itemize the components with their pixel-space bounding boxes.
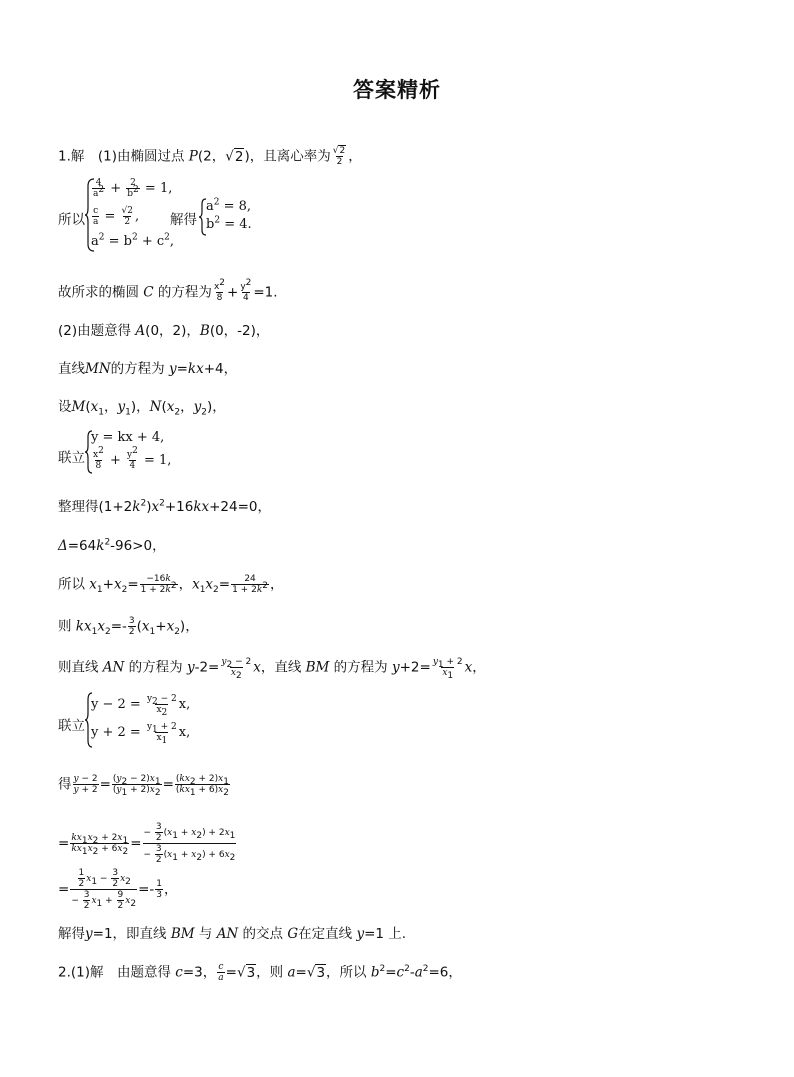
- sys1-label: 所以: [58, 212, 85, 228]
- sys3-row-2: $\frac{x^2}{8}$ + $\frac{y^2}{4}$ = 1,: [93, 446, 172, 471]
- lianli2-label: 联立: [58, 718, 85, 734]
- sys4-row-2: y + 2 = $\frac{y_1 + 2}{x_1}$ x,: [91, 722, 191, 746]
- lianli-label: 联立: [58, 450, 85, 466]
- sys2-row-1: $a^2 = 8$,: [206, 197, 252, 214]
- p1-vieta: 所以 $x_1+x_2=$ $\frac{-16k}{1 + 2k^2}$ ，$x_1x_2=$ $\frac{24}{1 + 2k^2}$ ，: [58, 574, 284, 596]
- p1-step2: = $\frac{kx_1x_2 + 2x_1}{kx_1x_2 + 6x_2}$ = − $\frac{3}{2}$ $(x_1 + x_2) + 2x_1$ − $\frac{3}{2}$ $(x_1 + x_2) + 6x_2$: [58, 822, 236, 865]
- p1-conclusion: 故所求的椭圆 C 的方程为 $\frac{x^2}{8}$ + $\frac{y^2}{4}$ =1.: [58, 278, 278, 303]
- p1-delta: $\Delta=64k^2-96>0$，: [58, 537, 166, 554]
- p1-line-mn: 直线MN的方程为 y=kx+4，: [58, 361, 238, 377]
- p1-intro: 1.解 (1)由椭圆过点 P(2，√2)，且离心率为 $\frac{√2}{2}$ ，: [58, 146, 362, 167]
- p1-set-mn: 设$M(x_1$，$y_1$)，$N(x_2$，$y_2$)，: [58, 399, 226, 418]
- p1-step3: = $\frac{1}{2}$ $x_1$ − $\frac{3}{2}$ $x_2$ − $\frac{3}{2}$ $x_1$ + $\frac{9}{2}$ $x_2$ =- $\frac{1}{3}$ ，: [58, 868, 178, 911]
- p1-lines-an-bm: 则直线 AN 的方程为 y-2= $\frac{y_2 - 2}{x_2}$ x，直线 BM 的方程为 y+2= $\frac{y_1 + 2}{x_1}$ x，: [58, 657, 486, 681]
- p1-then1: 则 $kx_1x_2=-$ $\frac{3}{2}$ $(x_1+x_2)$，: [58, 616, 199, 638]
- p1-part2: (2)由题意得 A(0，2)，B(0，-2)，: [58, 323, 270, 339]
- sys1-row-3: $a^2 = b^2 + c^2$,: [91, 232, 175, 249]
- solve-label: 解得: [170, 212, 197, 228]
- sys2-row-2: $b^2 = 4$.: [206, 215, 252, 232]
- sys4-row-1: y − 2 = $\frac{y_2 - 2}{x_2}$ x,: [91, 694, 191, 718]
- p2-text: 2.(1)解 由题意得 c=3， $\frac{c}{a}$ =√3，则 a=√3，所以 $b^2=c^2-a^2=6$，: [58, 962, 462, 983]
- sys3-row-1: y = kx + 4,: [91, 430, 165, 445]
- p1-zhengli: 整理得$(1+2k^2)x^2+16kx+24=0$，: [58, 498, 272, 515]
- p1-final: 解得y=1，即直线 BM 与 AN 的交点 G在定直线 y=1 上.: [58, 926, 407, 942]
- page-title: 答案精析: [353, 78, 441, 102]
- sys1-row-2: $\frac{c}{a}$ = $\frac{√2}{2}$ ,: [93, 206, 140, 227]
- p1-de: 得 $\frac{y - 2}{y + 2}$ = $\frac{(y_2 - 2)x_1}{(y_1 + 2)x_2}$ = $\frac{(kx_2 + 2)x_1}{(kx_1 + 6)x_2}$: [58, 774, 229, 798]
- sys1-row-1: $\frac{4}{a^2}$ + $\frac{2}{b^2}$ = 1,: [93, 178, 173, 199]
